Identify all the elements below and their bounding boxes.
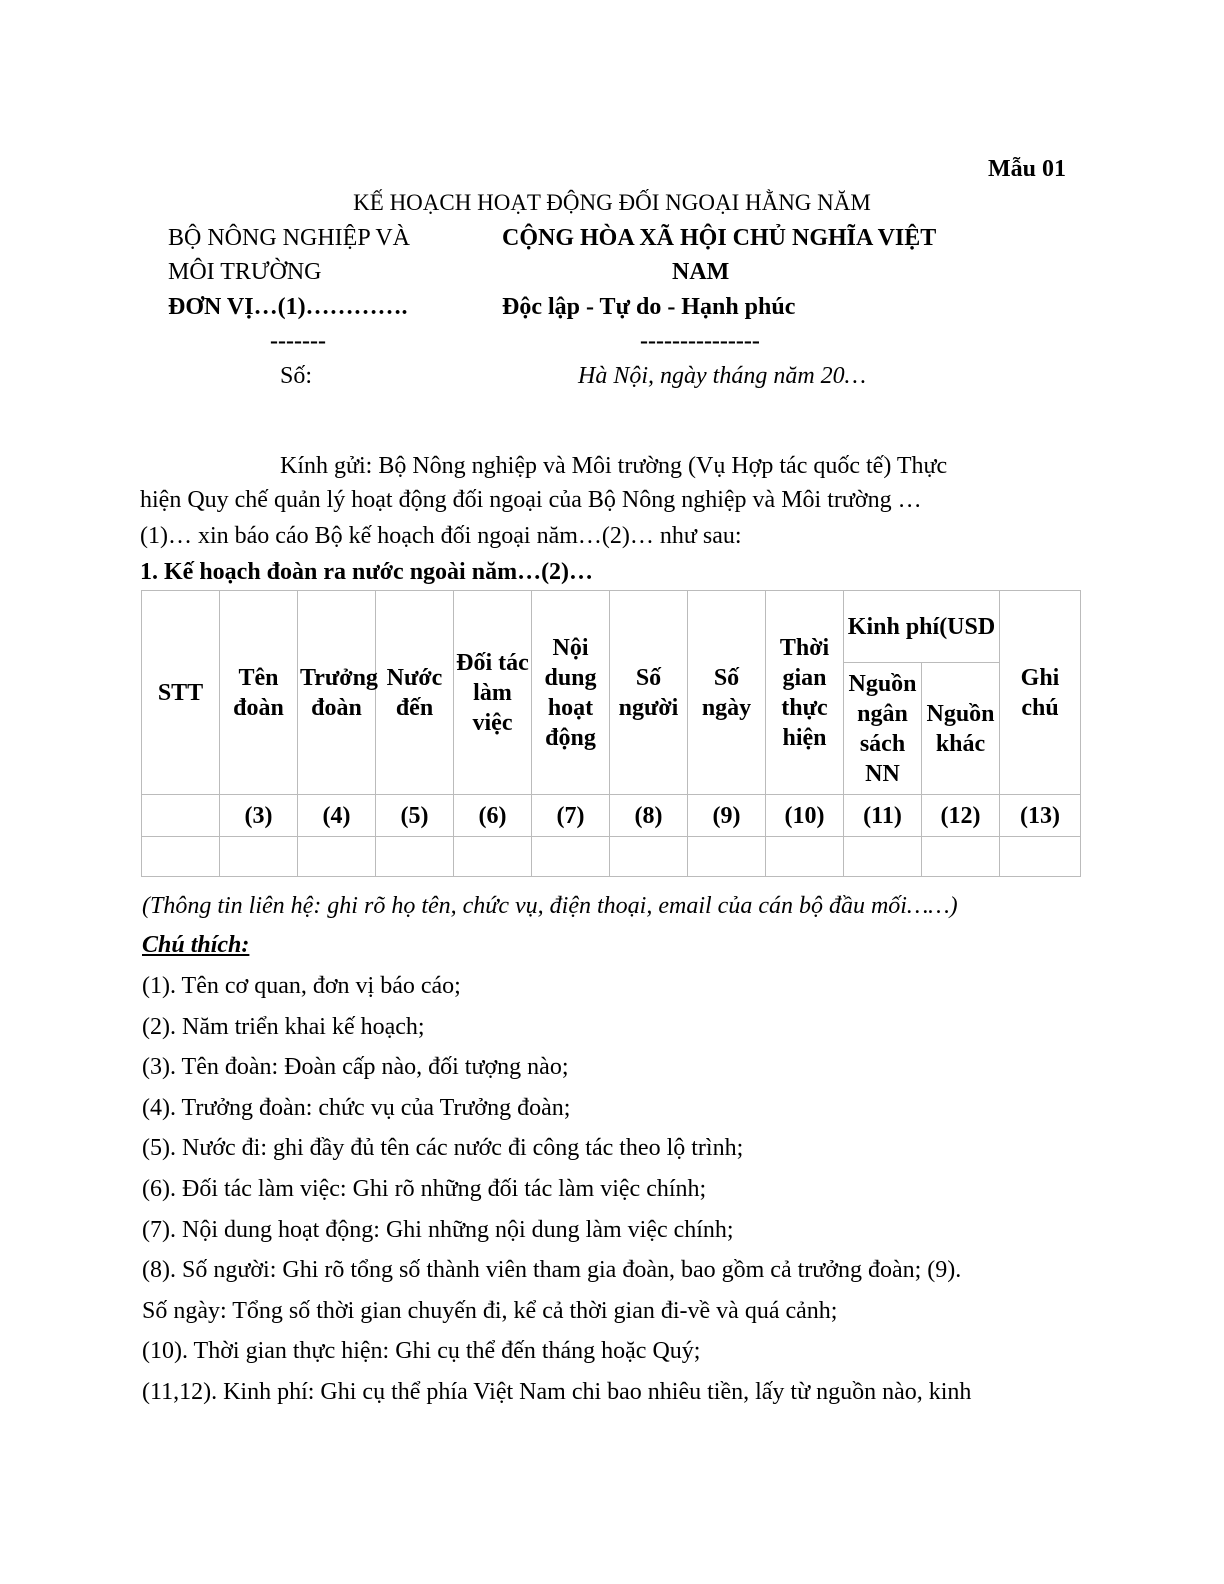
intro-line: Kính gửi: Bộ Nông nghiệp và Môi trường (Vụ Hợp tác quốc tế) Thực	[280, 453, 948, 479]
unit-line: ĐƠN VỊ…(1)………….	[168, 294, 408, 320]
table-cell	[922, 837, 1000, 877]
note-item: (10). Thời gian thực hiện: Ghi cụ thể đến tháng hoặc Quý;	[142, 1338, 701, 1364]
header-budget-other: Nguồn khác	[922, 663, 1000, 795]
note-item: Số ngày: Tổng số thời gian chuyến đi, kể cả thời gian đi-về và quá cảnh;	[142, 1298, 838, 1324]
table-cell	[766, 837, 844, 877]
table-cell	[844, 837, 922, 877]
header-delegation-name: Tên đoàn	[220, 591, 298, 795]
table-cell: (3)	[220, 795, 298, 837]
document-number-label: Số:	[280, 363, 313, 389]
column-number-row	[142, 795, 1081, 837]
ministry-name-line2: MÔI TRƯỜNG	[168, 259, 322, 285]
form-code: Mẫu 01	[988, 156, 1066, 182]
note-item: (5). Nước đi: ghi đầy đủ tên các nước đi công tác theo lộ trình;	[142, 1135, 744, 1161]
delegation-plan-table	[141, 590, 1081, 877]
table-cell: (4)	[298, 795, 376, 837]
table-cell	[1000, 837, 1081, 877]
header-budget: Kinh phí(USD	[844, 591, 1000, 663]
table-cell: (9)	[688, 795, 766, 837]
table-cell	[454, 837, 532, 877]
header-content: Nội dung hoạt động	[532, 591, 610, 795]
table-cell: (6)	[454, 795, 532, 837]
note-item: (3). Tên đoàn: Đoàn cấp nào, đối tượng nào;	[142, 1054, 569, 1080]
national-motto: Độc lập - Tự do - Hạnh phúc	[502, 294, 796, 320]
table-cell: (10)	[766, 795, 844, 837]
left-separator: -------	[270, 328, 326, 354]
contact-note: (Thông tin liên hệ: ghi rõ họ tên, chức vụ, điện thoại, email của cán bộ đầu mối……)	[142, 893, 958, 919]
header-num-people: Số người	[610, 591, 688, 795]
header-time: Thời gian thực hiện	[766, 591, 844, 795]
table-cell	[688, 837, 766, 877]
note-item: (7). Nội dung hoạt động: Ghi những nội dung làm việc chính;	[142, 1217, 734, 1243]
table-cell: (5)	[376, 795, 454, 837]
header-head-of-delegation: Trưởng đoàn	[298, 591, 376, 795]
header-stt: STT	[142, 591, 220, 795]
note-item: (8). Số người: Ghi rõ tổng số thành viên tham gia đoàn, bao gồm cả trưởng đoàn; (9).	[142, 1257, 962, 1283]
table-cell: (11)	[844, 795, 922, 837]
note-item: (4). Trưởng đoàn: chức vụ của Trưởng đoàn;	[142, 1095, 571, 1121]
header-partner: Đối tác làm việc	[454, 591, 532, 795]
header-budget-state: Nguồn ngân sách NN	[844, 663, 922, 795]
table-cell: (8)	[610, 795, 688, 837]
notes-heading: Chú thích:	[142, 932, 250, 958]
right-separator: ---------------	[640, 328, 760, 354]
note-item: (1). Tên cơ quan, đơn vị báo cáo;	[142, 973, 461, 999]
intro-line: (1)… xin báo cáo Bộ kế hoạch đối ngoại năm…(2)… như sau:	[140, 523, 742, 549]
table-cell	[298, 837, 376, 877]
table-cell	[610, 837, 688, 877]
table-cell: (7)	[532, 795, 610, 837]
note-item: (6). Đối tác làm việc: Ghi rõ những đối tác làm việc chính;	[142, 1176, 707, 1202]
table-cell	[220, 837, 298, 877]
section-1-title: 1. Kế hoạch đoàn ra nước ngoài năm…(2)…	[140, 559, 594, 585]
table-cell	[142, 837, 220, 877]
header-notes: Ghi chú	[1000, 591, 1081, 795]
place-date: Hà Nội, ngày tháng năm 20…	[578, 363, 866, 389]
table-cell	[532, 837, 610, 877]
republic-name-line2: NAM	[672, 259, 730, 285]
table-cell: (13)	[1000, 795, 1081, 837]
header-country: Nước đến	[376, 591, 454, 795]
ministry-name-line1: BỘ NÔNG NGHIỆP VÀ	[168, 225, 411, 251]
note-item: (11,12). Kinh phí: Ghi cụ thể phía Việt Nam chi bao nhiêu tiền, lấy từ nguồn nào, kinh	[142, 1379, 972, 1405]
intro-line: hiện Quy chế quản lý hoạt động đối ngoại của Bộ Nông nghiệp và Môi trường …	[140, 487, 922, 513]
table-cell	[142, 795, 220, 837]
republic-name-line1: CỘNG HÒA XÃ HỘI CHỦ NGHĨA VIỆT	[502, 225, 937, 251]
empty-table-row	[142, 837, 1081, 877]
header-num-days: Số ngày	[688, 591, 766, 795]
table-cell: (12)	[922, 795, 1000, 837]
note-item: (2). Năm triển khai kế hoạch;	[142, 1014, 425, 1040]
document-title: KẾ HOẠCH HOẠT ĐỘNG ĐỐI NGOẠI HẰNG NĂM	[353, 190, 871, 215]
table-cell	[376, 837, 454, 877]
